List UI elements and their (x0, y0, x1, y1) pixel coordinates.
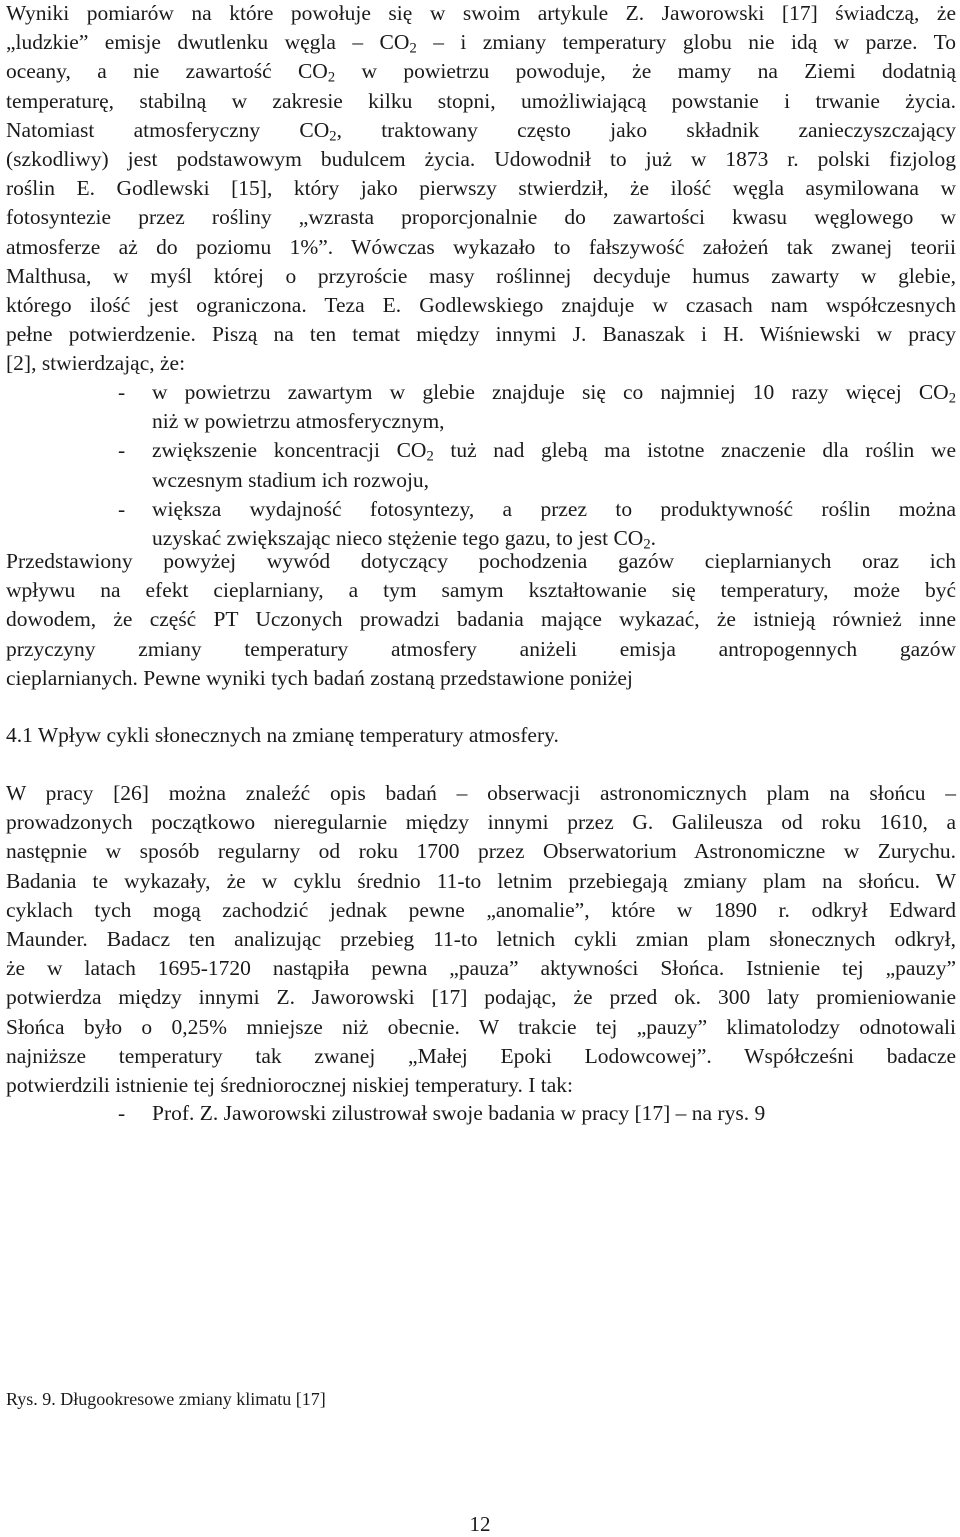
paragraph-intro (6, 0, 956, 379)
text-line: pełne potwierdzenie. Piszą na ten temat między innymi J. Banaszak i H. Wiśniewski w pracy (6, 322, 956, 347)
text-line: Badania te wykazały, że w cyklu średnio 11-to letnim przebiegają zmiany plam na słońcu. W (6, 868, 956, 893)
text-line: zwiększenie koncentracji $CO_2$ tuż nad glebą ma istotne znaczenie dla roślin we (152, 438, 956, 466)
text-line: najniższe temperatury tak zwanej „Małej Epoki Lodowcowej”. Współcześni badacze (6, 1043, 956, 1068)
text-line: roślin E. Godlewski [15], który jako pierwszy stwierdził, że ilość węgla asymilowana w (6, 176, 956, 201)
text-line: że w latach 1695-1720 nastąpiła pewna „pauza” aktywności Słońca. Istnienie tej „pauzy” (6, 956, 956, 981)
text-line: oceany, a nie zawartość $CO_2$ w powietrzu powoduje, że mamy na Ziemi dodatnią (6, 59, 956, 87)
bullet-list (6, 378, 956, 553)
paragraph-conclusion (6, 547, 956, 693)
text-line: uzyskać zwiększając nieco stężenie tego gazu, to jest $CO_2$. (152, 526, 656, 553)
text-line: którego ilość jest ograniczona. Teza E. Godlewskiego znajduje w czasach nam współczesnych (6, 293, 956, 318)
figure-caption: Rys. 9. Długookresowe zmiany klimatu [17] (6, 1389, 326, 1409)
text-line: Przedstawiony powyżej wywód dotyczący pochodzenia gazów cieplarnianych oraz ich (6, 549, 956, 573)
bullet-dash: - (118, 438, 126, 463)
list-item (6, 495, 956, 553)
text-line: cieplarnianych. Pewne wyniki tych badań zostaną przedstawione poniżej (6, 665, 633, 690)
text-line: Słońca było o 0,25% mniejsze niż obecnie. W trakcie tej „pauzy” klimatolodzy odnotowali (6, 1014, 956, 1039)
section-heading: 4.1 Wpływ cykli słonecznych na zmianę temperatury atmosfery. (6, 723, 559, 747)
text-line: większa wydajność fotosyntezy, a przez to produktywność roślin można (152, 496, 956, 521)
text-line: „ludzkie” emisje dwutlenku węgla – $CO_2$ – i zmiany temperatury globu nie idą w parze. To (6, 30, 956, 57)
text-line: prowadzonych początkowo nieregularnie między innymi przez G. Galileusza od roku 1610, a (6, 810, 956, 835)
text-line: następnie w sposób regularny od roku 1700 przez Obserwatorium Astronomiczne w Zurychu. (6, 839, 956, 864)
list-item (6, 1099, 956, 1128)
text-line: Prof. Z. Jaworowski zilustrował swoje badania w pracy [17] – na rys. 9 (152, 1101, 766, 1125)
text-line: temperaturę, stabilną w zakresie kilku stopni, umożliwiającą powstanie i trwanie życia. (6, 88, 956, 113)
list-item (6, 436, 956, 494)
text-line: dowodem, że część PT Uczonych prowadzi badania mające wykazać, że istnieją również inne (6, 607, 956, 632)
paragraph-solar-cycles (6, 779, 956, 1100)
text-line: potwierdzili istnienie tej średniorocznej niskiej temperatury. I tak: (6, 1073, 573, 1098)
list-item (6, 378, 956, 436)
text-line: cyklach tych mogą zachodzić jednak pewne „anomalie”, które w 1890 r. odkrył Edward (6, 897, 956, 922)
text-line: wczesnym stadium ich rozwoju, (152, 467, 430, 492)
bullet-dash: - (118, 1101, 126, 1125)
page-number: 12 (469, 1512, 491, 1536)
text-line: niż w powietrzu atmosferycznym, (152, 409, 445, 434)
text-line: (szkodliwy) jest podstawowym budulcem życia. Udowodnił to już w 1873 r. polski fizjolog (6, 147, 956, 172)
text-line: potwierdza między innymi Z. Jaworowski [17] podając, że przed ok. 300 laty promieniowanie (6, 985, 956, 1010)
text-line: W pracy [26] można znaleźć opis badań – obserwacji astronomicznych plam na słońcu – (6, 781, 956, 805)
text-line: Maunder. Badacz ten analizując przebieg 11-to letnich cykli zmian plam słonecznych odkrył, (6, 927, 956, 952)
text-line: w powietrzu zawartym w glebie znajduje się co najmniej 10 razy więcej $CO_2$ (152, 380, 956, 407)
text-line: przyczyny zmiany temperatury atmosfery aniżeli emisja antropogennych gazów (6, 636, 956, 661)
text-line: Wyniki pomiarów na które powołuje się w swoim artykule Z. Jaworowski [17] świadczą, że (6, 1, 956, 25)
text-line: Natomiast atmosferyczny $CO_2$, traktowany często jako składnik zanieczyszczający (6, 117, 957, 145)
text-line: [2], stwierdzając, że: (6, 351, 186, 376)
text-line: fotosyntezie przez rośliny „wzrasta proporcjonalnie do zawartości kwasu węglowego w (6, 205, 956, 230)
bullet-dash: - (118, 380, 126, 404)
bullet-dash: - (118, 496, 126, 521)
text-line: wpływu na efekt cieplarniany, a tym samym kształtowanie się temperatury, może być (6, 578, 956, 603)
text-line: Malthusa, w myśl której o przyroście masy roślinnej decyduje humus zawarty w glebie, (6, 263, 956, 288)
text-line: atmosferze aż do poziomu 1%”. Wówczas wykazało to fałszywość założeń tak zwanej teorii (6, 234, 956, 259)
